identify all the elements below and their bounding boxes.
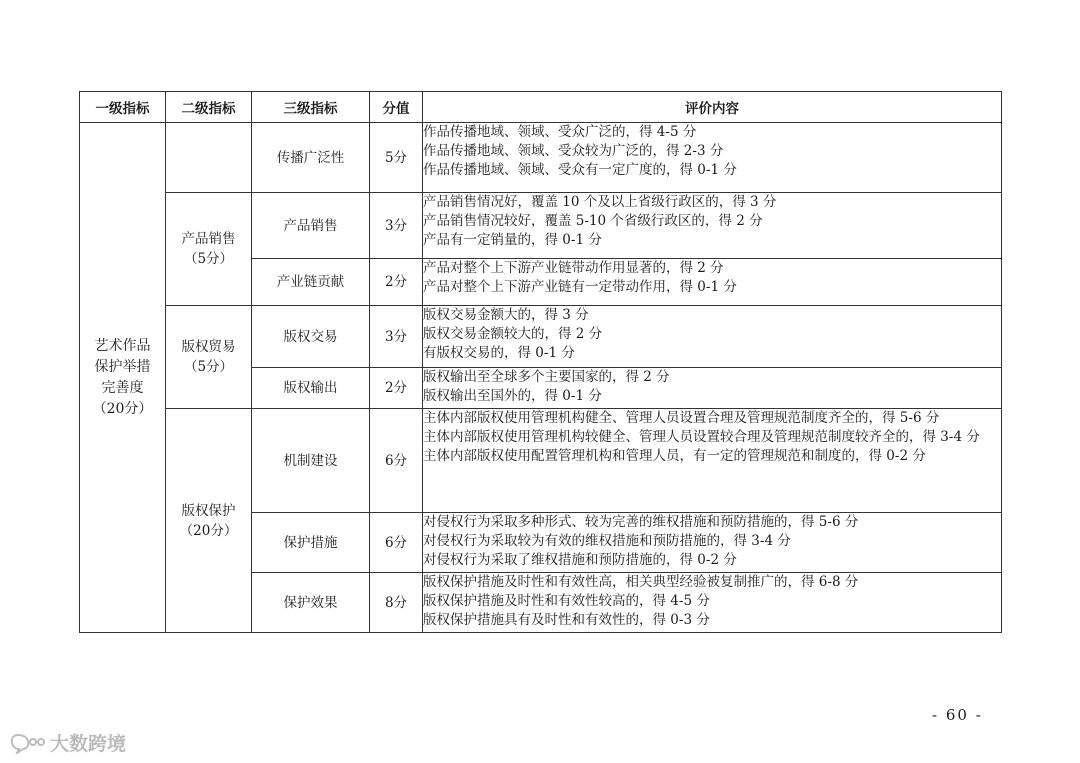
content-line: 版权输出至国外的，得 0-1 分 — [423, 388, 602, 404]
header-level1: 一级指标 — [80, 92, 166, 123]
header-content: 评价内容 — [423, 92, 1002, 123]
level3-cell: 版权输出 — [252, 368, 370, 409]
level2-cell — [166, 193, 252, 306]
level2-score: （5分） — [183, 359, 234, 375]
score-cell: 8分 — [370, 573, 423, 633]
score-cell: 3分 — [370, 306, 423, 368]
content-line: 产品有一定销量的，得 0-1 分 — [423, 232, 602, 248]
level1-score: （20分） — [92, 400, 153, 417]
level1-name: 艺术作品保护举措完善度 — [94, 337, 151, 396]
header-level3: 三级指标 — [252, 92, 370, 123]
level3-cell: 保护措施 — [252, 513, 370, 573]
content-line: 版权交易金额大的，得 3 分 — [423, 307, 589, 323]
table-header-row — [80, 92, 1002, 123]
content-line: 产品对整个上下游产业链带动作用显著的，得 2 分 — [423, 260, 724, 276]
header-level2: 二级指标 — [166, 92, 252, 123]
level2-cell-empty — [166, 123, 252, 193]
level2-cell — [166, 306, 252, 409]
content-line: 主体内部版权使用管理机构较健全、管理人员设置较合理及管理规范制度较齐全的，得 3-4 分 — [423, 429, 980, 445]
content-line: 对侵权行为采取了维权措施和预防措施的，得 0-2 分 — [423, 552, 737, 568]
content-line: 产品销售情况较好，覆盖 5-10 个省级行政区的，得 2 分 — [423, 213, 763, 229]
table-row — [80, 193, 1002, 259]
chat-bubble-icon — [10, 732, 46, 754]
level1-cell — [80, 123, 166, 633]
level3-cell: 传播广泛性 — [252, 123, 370, 193]
content-cell — [423, 306, 1002, 368]
level2-score: （20分） — [179, 522, 238, 539]
table-row — [80, 306, 1002, 368]
level2-score: （5分） — [183, 251, 234, 267]
content-cell — [423, 259, 1002, 306]
content-cell — [423, 409, 1002, 513]
content-cell — [423, 368, 1002, 409]
level2-cell — [166, 409, 252, 633]
table-row — [80, 123, 1002, 193]
score-cell: 6分 — [370, 513, 423, 573]
content-line: 对侵权行为采取多种形式、较为完善的维权措施和预防措施的，得 5-6 分 — [423, 514, 859, 530]
content-cell — [423, 193, 1002, 259]
level3-cell: 产品销售 — [252, 193, 370, 259]
level2-name: 版权贸易 — [181, 339, 236, 355]
content-line: 产品销售情况好，覆盖 10 个及以上省级行政区的，得 3 分 — [423, 194, 777, 210]
table-row — [80, 409, 1002, 513]
content-line: 版权输出至全球多个主要国家的，得 2 分 — [423, 369, 670, 385]
content-line: 主体内部版权使用配置管理机构和管理人员，有一定的管理规范和制度的，得 0-2 分 — [423, 448, 926, 464]
score-cell: 5分 — [370, 123, 423, 193]
content-cell — [423, 573, 1002, 633]
content-line: 主体内部版权使用管理机构健全、管理人员设置合理及管理规范制度齐全的，得 5-6 分 — [423, 410, 940, 426]
content-line: 产品对整个上下游产业链有一定带动作用，得 0-1 分 — [423, 279, 737, 295]
content-line: 对侵权行为采取较为有效的维权措施和预防措施的，得 3-4 分 — [423, 533, 791, 549]
score-cell: 6分 — [370, 409, 423, 513]
level3-cell: 保护效果 — [252, 573, 370, 633]
watermark — [10, 729, 126, 756]
content-line: 有版权交易的，得 0-1 分 — [423, 345, 575, 361]
level2-name: 产品销售 — [181, 231, 236, 247]
page-number: - 60 - — [932, 706, 983, 724]
level3-cell: 产业链贡献 — [252, 259, 370, 306]
content-line: 版权交易金额较大的，得 2 分 — [423, 326, 603, 342]
content-line: 作品传播地域、领域、受众较为广泛的，得 2-3 分 — [423, 143, 724, 159]
content-line: 作品传播地域、领域、受众广泛的，得 4-5 分 — [423, 124, 697, 140]
level3-cell: 版权交易 — [252, 306, 370, 368]
header-score: 分值 — [370, 92, 423, 123]
level2-name: 版权保护 — [181, 502, 236, 519]
evaluation-table — [79, 91, 1002, 633]
content-cell — [423, 513, 1002, 573]
content-line: 版权保护措施及时性和有效性较高的，得 4-5 分 — [423, 593, 710, 609]
score-cell: 2分 — [370, 259, 423, 306]
content-line: 作品传播地域、领域、受众有一定广度的，得 0-1 分 — [423, 162, 737, 178]
watermark-text: 大数跨境 — [50, 733, 127, 755]
content-line: 版权保护措施具有及时性和有效性的，得 0-3 分 — [423, 612, 710, 628]
content-line: 版权保护措施及时性和有效性高，相关典型经验被复制推广的，得 6-8 分 — [423, 574, 859, 590]
level3-cell: 机制建设 — [252, 409, 370, 513]
score-cell: 2分 — [370, 368, 423, 409]
score-cell: 3分 — [370, 193, 423, 259]
content-cell — [423, 123, 1002, 193]
